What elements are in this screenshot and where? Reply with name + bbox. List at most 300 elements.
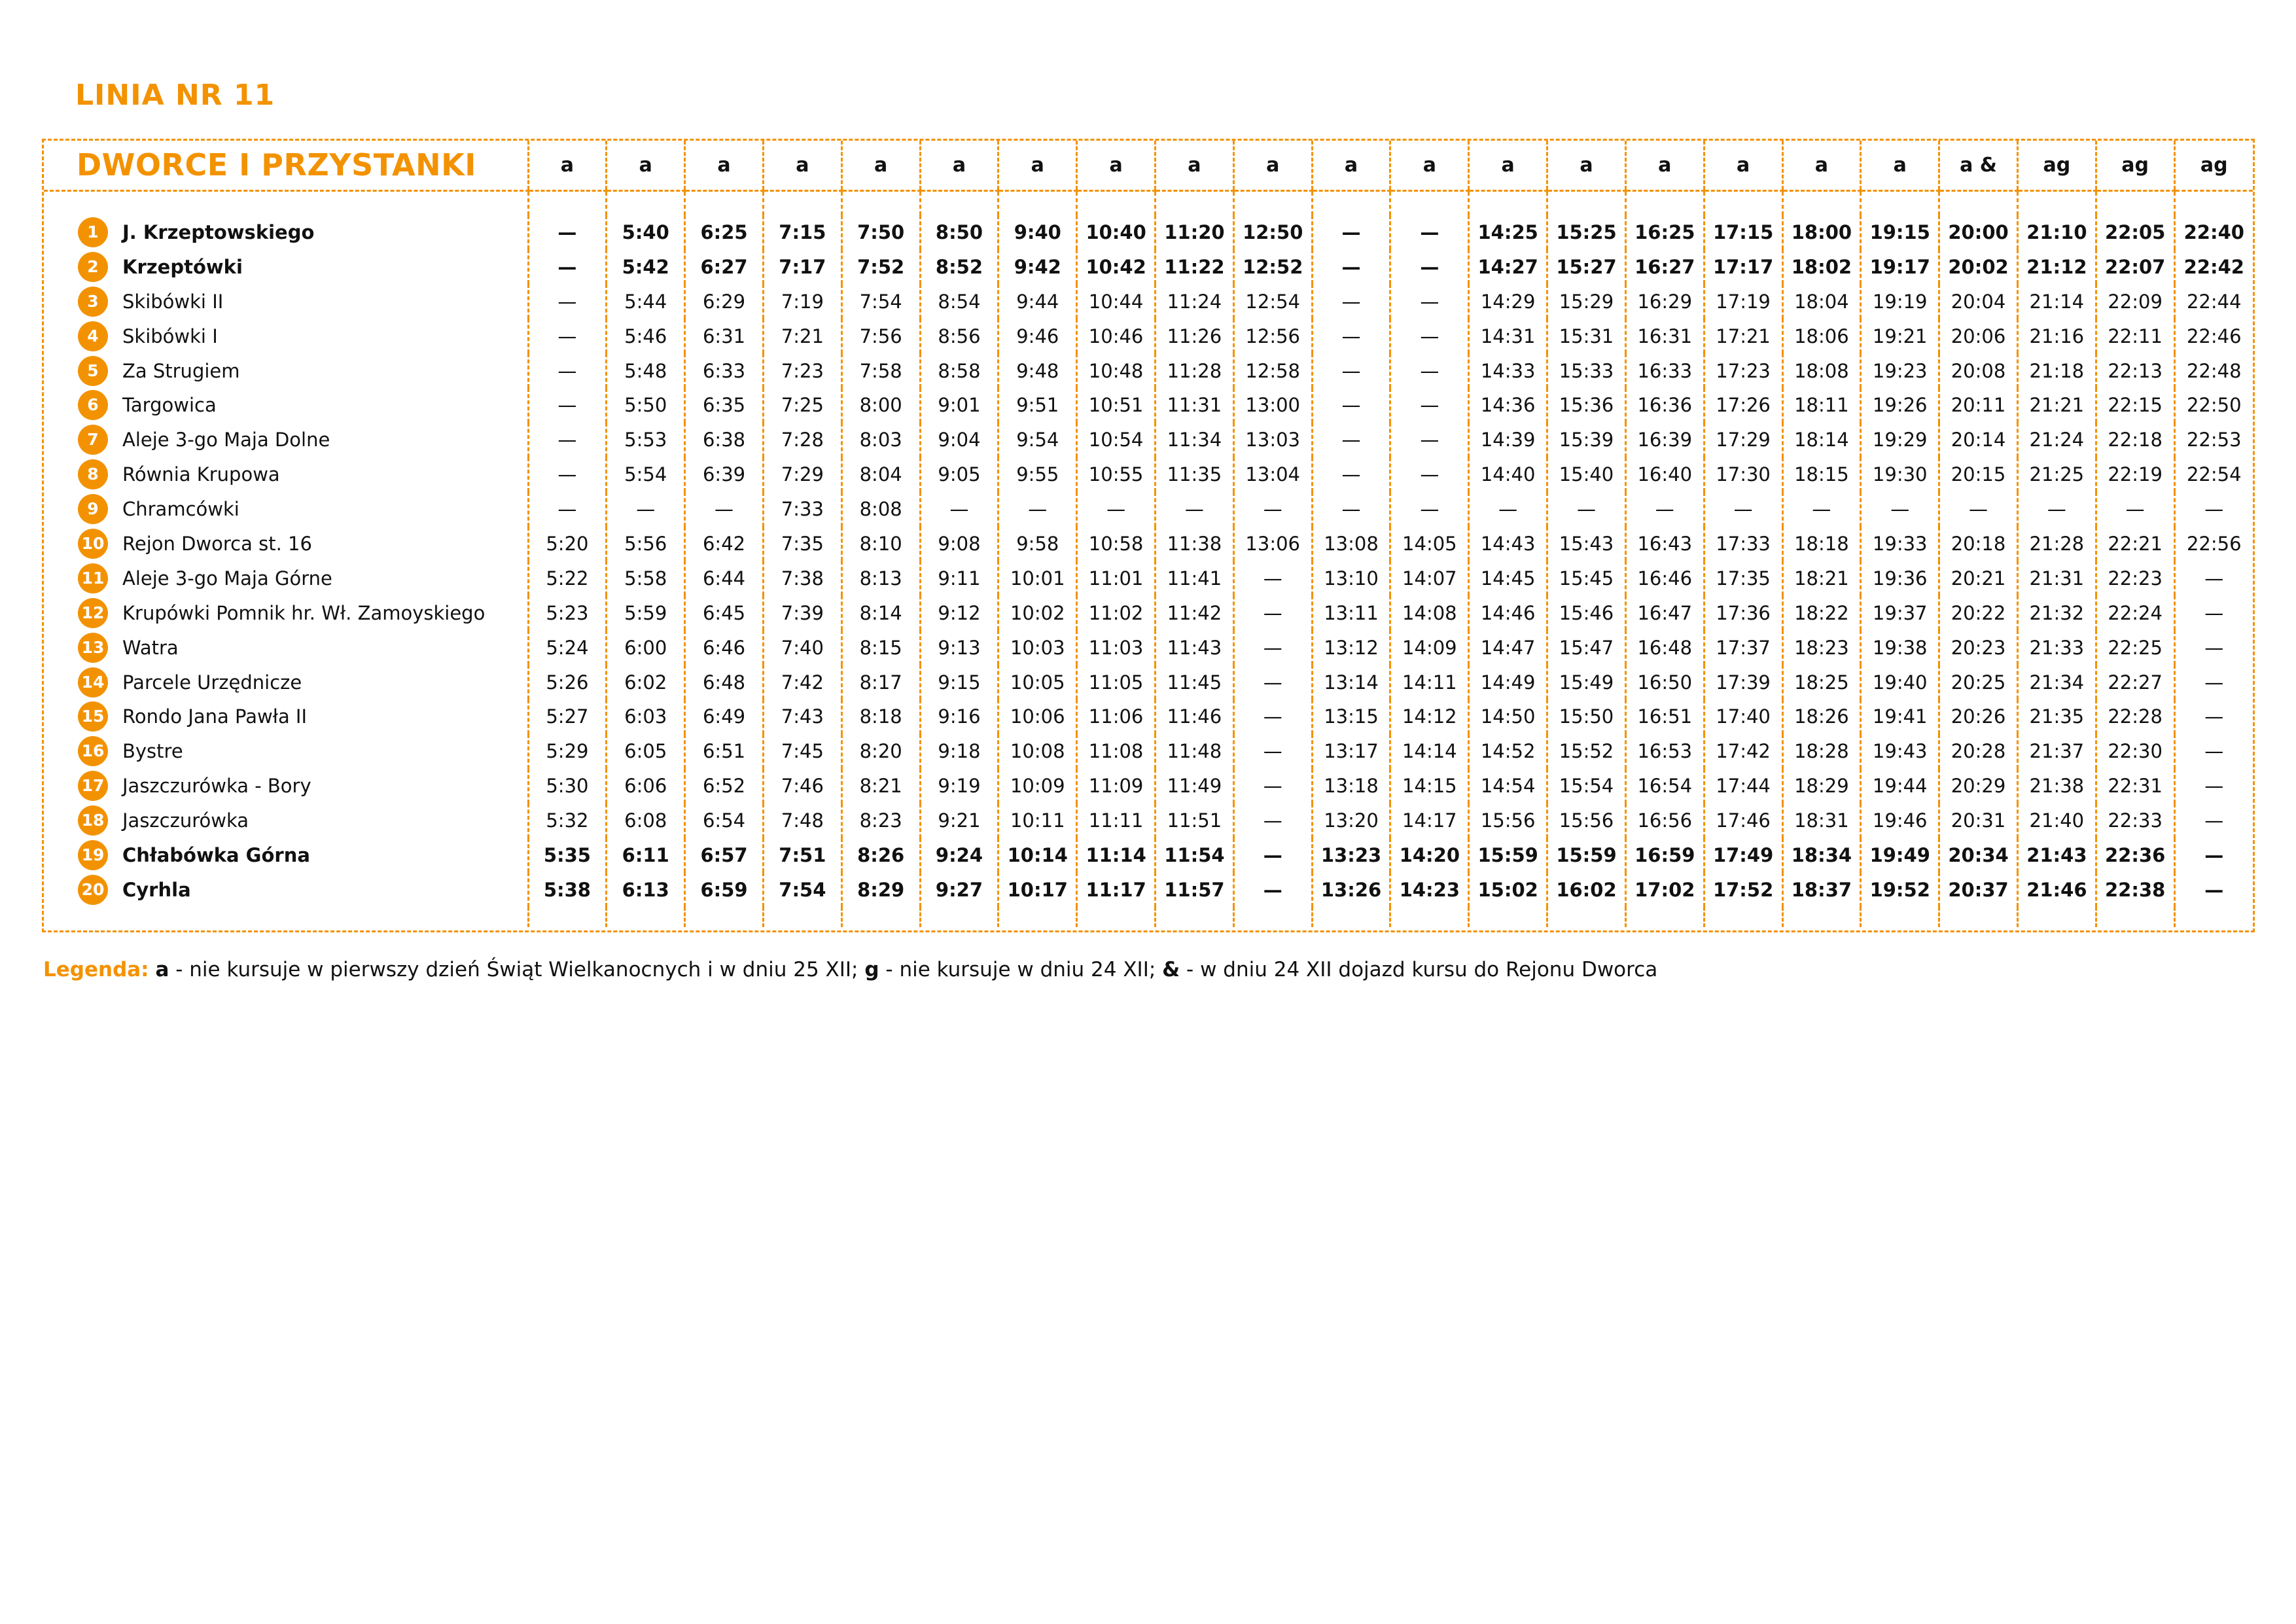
departure-time: 9:46 bbox=[998, 319, 1077, 353]
departure-time: 17:30 bbox=[1704, 457, 1782, 492]
departure-time: 16:36 bbox=[1625, 388, 1704, 423]
legend-key: g bbox=[864, 958, 879, 981]
departure-time: 22:53 bbox=[2174, 423, 2253, 457]
departure-time: — bbox=[2174, 699, 2253, 734]
departure-time: 11:38 bbox=[1156, 527, 1234, 561]
stop-name: Bystre bbox=[122, 740, 183, 763]
stop-cell bbox=[44, 423, 528, 457]
departure-time: 5:50 bbox=[607, 388, 685, 423]
departure-time: 19:41 bbox=[1861, 699, 1939, 734]
departure-time: 11:05 bbox=[1077, 665, 1156, 699]
departure-time: 9:42 bbox=[998, 249, 1077, 284]
departure-time: 14:33 bbox=[1469, 353, 1547, 388]
legend-text: - nie kursuje w dniu 24 XII; bbox=[879, 958, 1163, 981]
stop-number-badge: 8 bbox=[78, 459, 108, 489]
course-header: a bbox=[1547, 141, 1626, 190]
departure-time: 8:04 bbox=[841, 457, 920, 492]
departure-time: 13:00 bbox=[1233, 388, 1312, 423]
departure-time: 13:11 bbox=[1312, 595, 1390, 630]
departure-time: 21:28 bbox=[2017, 527, 2096, 561]
departure-time: 22:42 bbox=[2174, 249, 2253, 284]
departure-time: 6:33 bbox=[685, 353, 764, 388]
departure-time: — bbox=[1390, 423, 1469, 457]
departure-time: 11:54 bbox=[1156, 838, 1234, 873]
departure-time: 6:02 bbox=[607, 665, 685, 699]
departure-time: 16:53 bbox=[1625, 734, 1704, 769]
departure-time: 13:08 bbox=[1312, 527, 1390, 561]
departure-time: 16:47 bbox=[1625, 595, 1704, 630]
stop-cell bbox=[44, 284, 528, 319]
departure-time: 16:39 bbox=[1625, 423, 1704, 457]
departure-time: 19:15 bbox=[1861, 215, 1939, 250]
legend-key: a bbox=[155, 958, 169, 981]
departure-time: 8:29 bbox=[841, 872, 920, 907]
stop-name: Krupówki Pomnik hr. Wł. Zamoyskiego bbox=[122, 601, 486, 624]
departure-time: 6:13 bbox=[607, 872, 685, 907]
departure-time: 14:39 bbox=[1469, 423, 1547, 457]
departure-time: 15:56 bbox=[1469, 803, 1547, 838]
table-row bbox=[44, 249, 2253, 284]
departure-time: 11:46 bbox=[1156, 699, 1234, 734]
departure-time: 21:35 bbox=[2017, 699, 2096, 734]
departure-time: 7:42 bbox=[763, 665, 841, 699]
departure-time: 5:56 bbox=[607, 527, 685, 561]
departure-time: 6:59 bbox=[685, 872, 764, 907]
departure-time: — bbox=[528, 249, 607, 284]
departure-time: 8:23 bbox=[841, 803, 920, 838]
departure-time: — bbox=[1390, 492, 1469, 527]
departure-time: 15:36 bbox=[1547, 388, 1626, 423]
stop-number-badge: 17 bbox=[78, 771, 108, 801]
departure-time: — bbox=[1390, 284, 1469, 319]
departure-time: 19:30 bbox=[1861, 457, 1939, 492]
stop-name: Parcele Urzędnicze bbox=[122, 671, 302, 694]
departure-time: — bbox=[1782, 492, 1861, 527]
departure-time: — bbox=[1233, 595, 1312, 630]
departure-time: 14:27 bbox=[1469, 249, 1547, 284]
departure-time: 18:08 bbox=[1782, 353, 1861, 388]
departure-time: 15:31 bbox=[1547, 319, 1626, 353]
departure-time: 6:42 bbox=[685, 527, 764, 561]
departure-time: — bbox=[1312, 215, 1390, 250]
departure-time: 17:40 bbox=[1704, 699, 1782, 734]
table-row bbox=[44, 492, 2253, 527]
departure-time: 14:43 bbox=[1469, 527, 1547, 561]
departure-time: 12:50 bbox=[1233, 215, 1312, 250]
departure-time: 15:40 bbox=[1547, 457, 1626, 492]
departure-time: — bbox=[1312, 319, 1390, 353]
departure-time: — bbox=[2174, 734, 2253, 769]
stop-cell bbox=[44, 249, 528, 284]
legend-title: Legenda: bbox=[43, 958, 149, 981]
departure-time: 19:17 bbox=[1861, 249, 1939, 284]
stop-name: Chramcówki bbox=[122, 498, 239, 521]
departure-time: 17:42 bbox=[1704, 734, 1782, 769]
departure-time: 6:35 bbox=[685, 388, 764, 423]
table-row bbox=[44, 665, 2253, 699]
departure-time: 7:51 bbox=[763, 838, 841, 873]
departure-time: 18:02 bbox=[1782, 249, 1861, 284]
departure-time: 15:29 bbox=[1547, 284, 1626, 319]
departure-time: 16:02 bbox=[1547, 872, 1626, 907]
stop-cell bbox=[44, 630, 528, 665]
departure-time: 5:35 bbox=[528, 838, 607, 873]
stop-cell bbox=[44, 838, 528, 873]
departure-time: 10:03 bbox=[998, 630, 1077, 665]
stop-number-badge: 20 bbox=[78, 875, 108, 905]
departure-time: 7:40 bbox=[763, 630, 841, 665]
departure-time: 6:03 bbox=[607, 699, 685, 734]
stop-number-badge: 15 bbox=[78, 701, 108, 732]
departure-time: 12:58 bbox=[1233, 353, 1312, 388]
stop-number-badge: 19 bbox=[78, 840, 108, 870]
departure-time: 15:33 bbox=[1547, 353, 1626, 388]
departure-time: 19:49 bbox=[1861, 838, 1939, 873]
departure-time: 15:52 bbox=[1547, 734, 1626, 769]
departure-time: 10:17 bbox=[998, 872, 1077, 907]
stop-number-badge: 18 bbox=[78, 805, 108, 836]
departure-time: 7:23 bbox=[763, 353, 841, 388]
spacer-row bbox=[44, 190, 2253, 215]
departure-time: — bbox=[1312, 457, 1390, 492]
departure-time: 21:14 bbox=[2017, 284, 2096, 319]
stop-cell bbox=[44, 665, 528, 699]
departure-time: 22:25 bbox=[2096, 630, 2174, 665]
departure-time: 18:25 bbox=[1782, 665, 1861, 699]
departure-time: 14:40 bbox=[1469, 457, 1547, 492]
departure-time: — bbox=[1312, 492, 1390, 527]
departure-time: 14:47 bbox=[1469, 630, 1547, 665]
departure-time: — bbox=[528, 388, 607, 423]
departure-time: 21:32 bbox=[2017, 595, 2096, 630]
departure-time: 9:18 bbox=[920, 734, 998, 769]
stop-number-badge: 1 bbox=[78, 217, 108, 247]
departure-time: 22:11 bbox=[2096, 319, 2174, 353]
departure-time: 16:50 bbox=[1625, 665, 1704, 699]
departure-time: 13:18 bbox=[1312, 769, 1390, 803]
departure-time: 11:20 bbox=[1156, 215, 1234, 250]
departure-time: 19:52 bbox=[1861, 872, 1939, 907]
departure-time: — bbox=[2174, 769, 2253, 803]
departure-time: 18:00 bbox=[1782, 215, 1861, 250]
stop-number-badge: 2 bbox=[78, 252, 108, 282]
departure-time: 11:45 bbox=[1156, 665, 1234, 699]
table-row bbox=[44, 595, 2253, 630]
course-header: a bbox=[841, 141, 920, 190]
departure-time: 14:54 bbox=[1469, 769, 1547, 803]
departure-time: 5:26 bbox=[528, 665, 607, 699]
header-row bbox=[44, 141, 2253, 190]
legend-key: & bbox=[1162, 958, 1180, 981]
stop-number-badge: 3 bbox=[78, 287, 108, 317]
departure-time: 15:45 bbox=[1547, 561, 1626, 595]
departure-time: 10:06 bbox=[998, 699, 1077, 734]
departure-time: 14:29 bbox=[1469, 284, 1547, 319]
departure-time: 5:32 bbox=[528, 803, 607, 838]
departure-time: 6:31 bbox=[685, 319, 764, 353]
departure-time: 18:11 bbox=[1782, 388, 1861, 423]
departure-time: — bbox=[1939, 492, 2018, 527]
departure-time: 17:17 bbox=[1704, 249, 1782, 284]
departure-time: — bbox=[1233, 630, 1312, 665]
departure-time: 16:54 bbox=[1625, 769, 1704, 803]
course-header: a bbox=[1861, 141, 1939, 190]
departure-time: 8:54 bbox=[920, 284, 998, 319]
table-row bbox=[44, 803, 2253, 838]
departure-time: 10:14 bbox=[998, 838, 1077, 873]
departure-time: 5:29 bbox=[528, 734, 607, 769]
stop-cell bbox=[44, 699, 528, 734]
departure-time: 19:40 bbox=[1861, 665, 1939, 699]
departure-time: 16:46 bbox=[1625, 561, 1704, 595]
departure-time: 21:16 bbox=[2017, 319, 2096, 353]
departure-time: 9:19 bbox=[920, 769, 998, 803]
departure-time: 18:28 bbox=[1782, 734, 1861, 769]
departure-time: 14:20 bbox=[1390, 838, 1469, 873]
departure-time: 16:43 bbox=[1625, 527, 1704, 561]
departure-time: 20:04 bbox=[1939, 284, 2018, 319]
departure-time: 22:40 bbox=[2174, 215, 2253, 250]
departure-time: 11:26 bbox=[1156, 319, 1234, 353]
departure-time: 17:39 bbox=[1704, 665, 1782, 699]
departure-time: 16:59 bbox=[1625, 838, 1704, 873]
departure-time: 6:49 bbox=[685, 699, 764, 734]
departure-time: 6:39 bbox=[685, 457, 764, 492]
departure-time: 17:52 bbox=[1704, 872, 1782, 907]
departure-time: 5:30 bbox=[528, 769, 607, 803]
departure-time: 20:23 bbox=[1939, 630, 2018, 665]
departure-time: 22:28 bbox=[2096, 699, 2174, 734]
legend bbox=[43, 958, 1657, 981]
departure-time: 18:22 bbox=[1782, 595, 1861, 630]
stop-cell bbox=[44, 734, 528, 769]
departure-time: 13:10 bbox=[1312, 561, 1390, 595]
departure-time: 16:51 bbox=[1625, 699, 1704, 734]
departure-time: — bbox=[1077, 492, 1156, 527]
departure-time: 19:19 bbox=[1861, 284, 1939, 319]
departure-time: 7:45 bbox=[763, 734, 841, 769]
legend-text: - nie kursuje w pierwszy dzień Świąt Wielkanocnych i w dniu 25 XII; bbox=[169, 958, 865, 981]
departure-time: 22:30 bbox=[2096, 734, 2174, 769]
departure-time: — bbox=[607, 492, 685, 527]
departure-time: — bbox=[2174, 872, 2253, 907]
departure-time: 14:45 bbox=[1469, 561, 1547, 595]
departure-time: — bbox=[1233, 699, 1312, 734]
table-row bbox=[44, 353, 2253, 388]
departure-time: 12:56 bbox=[1233, 319, 1312, 353]
departure-time: 6:44 bbox=[685, 561, 764, 595]
departure-time: 14:31 bbox=[1469, 319, 1547, 353]
departure-time: 11:51 bbox=[1156, 803, 1234, 838]
departure-time: 8:21 bbox=[841, 769, 920, 803]
stop-cell bbox=[44, 595, 528, 630]
departure-time: 6:29 bbox=[685, 284, 764, 319]
departure-time: 21:25 bbox=[2017, 457, 2096, 492]
departure-time: 13:17 bbox=[1312, 734, 1390, 769]
stop-name: Równia Krupowa bbox=[122, 463, 280, 486]
stop-name: Za Strugiem bbox=[122, 359, 240, 382]
stop-name: Aleje 3-go Maja Dolne bbox=[122, 429, 330, 451]
departure-time: 22:13 bbox=[2096, 353, 2174, 388]
stop-number-badge: 13 bbox=[78, 633, 108, 663]
departure-time: 17:19 bbox=[1704, 284, 1782, 319]
departure-time: 7:43 bbox=[763, 699, 841, 734]
departure-time: 20:25 bbox=[1939, 665, 2018, 699]
departure-time: 19:23 bbox=[1861, 353, 1939, 388]
timetable bbox=[44, 141, 2253, 927]
stop-number-badge: 10 bbox=[78, 529, 108, 559]
departure-time: 18:31 bbox=[1782, 803, 1861, 838]
departure-time: 13:06 bbox=[1233, 527, 1312, 561]
stop-number-badge: 9 bbox=[78, 494, 108, 524]
departure-time: 18:37 bbox=[1782, 872, 1861, 907]
stop-number-badge: 5 bbox=[78, 356, 108, 386]
departure-time: 9:58 bbox=[998, 527, 1077, 561]
departure-time: — bbox=[1233, 838, 1312, 873]
spacer-row bbox=[44, 907, 2253, 927]
departure-time: — bbox=[1233, 561, 1312, 595]
departure-time: 10:08 bbox=[998, 734, 1077, 769]
stop-cell bbox=[44, 215, 528, 250]
departure-time: 15:47 bbox=[1547, 630, 1626, 665]
departure-time: 22:15 bbox=[2096, 388, 2174, 423]
departure-time: 17:29 bbox=[1704, 423, 1782, 457]
course-header: a bbox=[685, 141, 764, 190]
departure-time: 21:37 bbox=[2017, 734, 2096, 769]
stop-cell bbox=[44, 769, 528, 803]
departure-time: 22:54 bbox=[2174, 457, 2253, 492]
departure-time: — bbox=[1547, 492, 1626, 527]
table-row bbox=[44, 630, 2253, 665]
departure-time: 22:31 bbox=[2096, 769, 2174, 803]
table-row bbox=[44, 527, 2253, 561]
departure-time: — bbox=[2174, 492, 2253, 527]
stop-name: Chłabówka Górna bbox=[122, 843, 310, 866]
course-header: ag bbox=[2017, 141, 2096, 190]
departure-time: 11:43 bbox=[1156, 630, 1234, 665]
departure-time: 8:58 bbox=[920, 353, 998, 388]
departure-time: 7:35 bbox=[763, 527, 841, 561]
stop-name: Aleje 3-go Maja Górne bbox=[122, 567, 332, 590]
departure-time: 9:55 bbox=[998, 457, 1077, 492]
departure-time: 11:31 bbox=[1156, 388, 1234, 423]
departure-time: 7:39 bbox=[763, 595, 841, 630]
departure-time: 10:44 bbox=[1077, 284, 1156, 319]
departure-time: 11:01 bbox=[1077, 561, 1156, 595]
table-row bbox=[44, 561, 2253, 595]
departure-time: 8:52 bbox=[920, 249, 998, 284]
departure-time: 6:57 bbox=[685, 838, 764, 873]
departure-time: — bbox=[998, 492, 1077, 527]
course-header: a bbox=[528, 141, 607, 190]
departure-time: 7:17 bbox=[763, 249, 841, 284]
table-row bbox=[44, 388, 2253, 423]
departure-time: — bbox=[528, 457, 607, 492]
departure-time: 19:33 bbox=[1861, 527, 1939, 561]
departure-time: — bbox=[2174, 838, 2253, 873]
departure-time: 11:24 bbox=[1156, 284, 1234, 319]
course-header: a bbox=[1077, 141, 1156, 190]
departure-time: 5:22 bbox=[528, 561, 607, 595]
departure-time: 16:40 bbox=[1625, 457, 1704, 492]
departure-time: 14:50 bbox=[1469, 699, 1547, 734]
departure-time: 11:17 bbox=[1077, 872, 1156, 907]
departure-time: 15:02 bbox=[1469, 872, 1547, 907]
departure-time: — bbox=[1390, 457, 1469, 492]
departure-time: 6:51 bbox=[685, 734, 764, 769]
departure-time: 14:08 bbox=[1390, 595, 1469, 630]
departure-time: 7:38 bbox=[763, 561, 841, 595]
departure-time: 6:05 bbox=[607, 734, 685, 769]
departure-time: 17:33 bbox=[1704, 527, 1782, 561]
departure-time: 11:34 bbox=[1156, 423, 1234, 457]
departure-time: 18:14 bbox=[1782, 423, 1861, 457]
departure-time: 18:06 bbox=[1782, 319, 1861, 353]
departure-time: 8:14 bbox=[841, 595, 920, 630]
departure-time: 18:15 bbox=[1782, 457, 1861, 492]
departure-time: 7:25 bbox=[763, 388, 841, 423]
departure-time: 20:15 bbox=[1939, 457, 2018, 492]
departure-time: 21:21 bbox=[2017, 388, 2096, 423]
departure-time: — bbox=[2174, 630, 2253, 665]
departure-time: 20:00 bbox=[1939, 215, 2018, 250]
departure-time: — bbox=[528, 319, 607, 353]
departure-time: 18:26 bbox=[1782, 699, 1861, 734]
departure-time: 22:38 bbox=[2096, 872, 2174, 907]
departure-time: 22:09 bbox=[2096, 284, 2174, 319]
departure-time: 10:01 bbox=[998, 561, 1077, 595]
departure-time: 22:05 bbox=[2096, 215, 2174, 250]
departure-time: 5:48 bbox=[607, 353, 685, 388]
departure-time: — bbox=[1156, 492, 1234, 527]
course-header: a bbox=[1625, 141, 1704, 190]
table-row bbox=[44, 838, 2253, 873]
course-header: ag bbox=[2174, 141, 2253, 190]
departure-time: — bbox=[2096, 492, 2174, 527]
departure-time: 9:16 bbox=[920, 699, 998, 734]
departure-time: — bbox=[1861, 492, 1939, 527]
departure-time: 9:51 bbox=[998, 388, 1077, 423]
departure-time: 8:08 bbox=[841, 492, 920, 527]
departure-time: 21:34 bbox=[2017, 665, 2096, 699]
departure-time: — bbox=[1233, 665, 1312, 699]
departure-time: 7:29 bbox=[763, 457, 841, 492]
departure-time: — bbox=[2174, 561, 2253, 595]
departure-time: 20:37 bbox=[1939, 872, 2018, 907]
departure-time: 10:42 bbox=[1077, 249, 1156, 284]
departure-time: — bbox=[1233, 769, 1312, 803]
stop-cell bbox=[44, 492, 528, 527]
departure-time: 18:21 bbox=[1782, 561, 1861, 595]
stops-header: DWORCE I PRZYSTANKI bbox=[44, 141, 528, 190]
departure-time: 7:46 bbox=[763, 769, 841, 803]
departure-time: 10:09 bbox=[998, 769, 1077, 803]
departure-time: 14:12 bbox=[1390, 699, 1469, 734]
departure-time: — bbox=[528, 492, 607, 527]
departure-time: — bbox=[1312, 284, 1390, 319]
departure-time: 10:46 bbox=[1077, 319, 1156, 353]
departure-time: 21:43 bbox=[2017, 838, 2096, 873]
departure-time: 6:27 bbox=[685, 249, 764, 284]
course-header: a bbox=[1782, 141, 1861, 190]
legend-text: - w dniu 24 XII dojazd kursu do Rejonu Dworca bbox=[1180, 958, 1658, 981]
departure-time: 11:41 bbox=[1156, 561, 1234, 595]
stop-name: Jaszczurówka bbox=[122, 809, 249, 832]
departure-time: 7:54 bbox=[841, 284, 920, 319]
departure-time: 16:25 bbox=[1625, 215, 1704, 250]
departure-time: — bbox=[1233, 734, 1312, 769]
departure-time: 11:49 bbox=[1156, 769, 1234, 803]
